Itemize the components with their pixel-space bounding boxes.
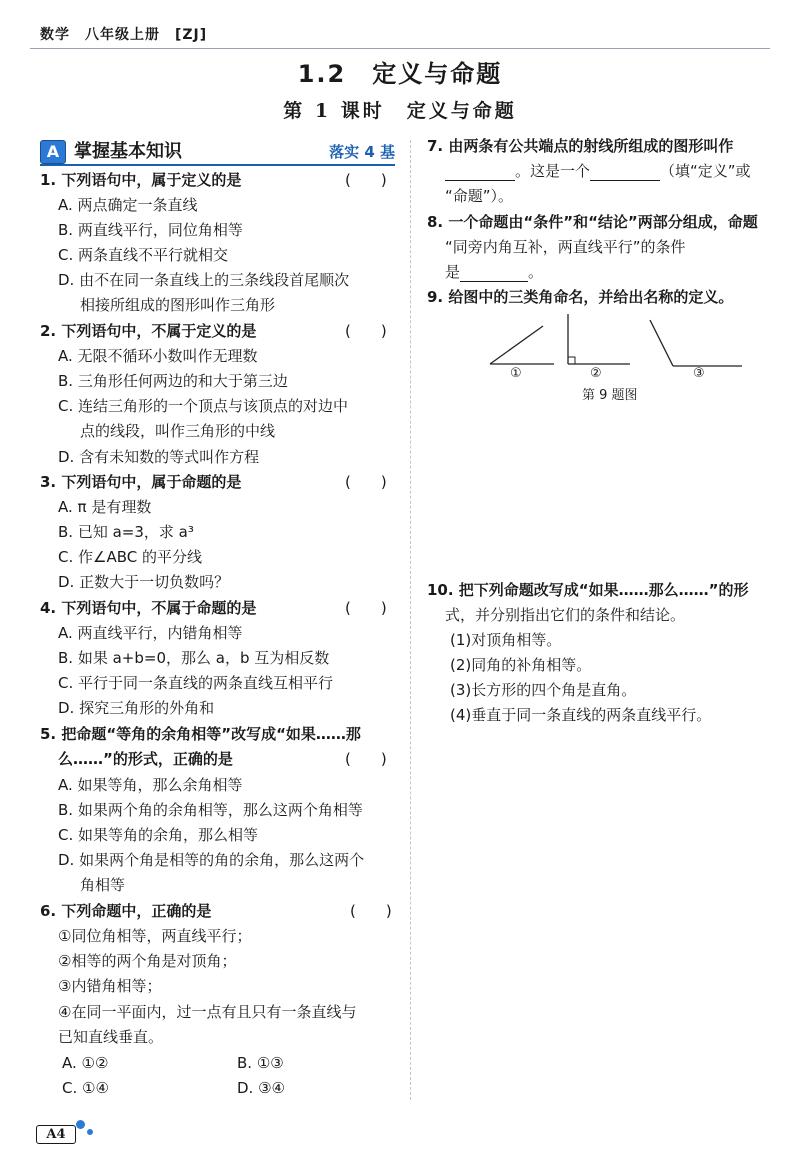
acute-angle-figure — [490, 326, 554, 364]
q7-line-2 — [445, 161, 751, 181]
q8-line-3 — [445, 262, 543, 282]
q6-option-d: D. ③④ — [237, 1079, 285, 1097]
q3-answer-paren: ( ) — [345, 473, 387, 491]
q5-answer-paren: ( ) — [345, 750, 387, 768]
q10-item-3: (3)长方形的四个角是直角。 — [450, 681, 637, 699]
q4-option-d: D. 探究三角形的外角和 — [58, 699, 215, 717]
q2-answer-paren: ( ) — [345, 322, 387, 340]
q1-option-d-cont: 相接所组成的图形叫作三角形 — [80, 296, 276, 314]
section-title: 掌握基本知识 — [74, 141, 182, 162]
page-number: A4 — [36, 1125, 76, 1144]
section-tag: 落实 4 基 — [329, 143, 395, 161]
q10-item-4: (4)垂直于同一条直线的两条直线平行。 — [450, 706, 712, 724]
q5-option-d: D. 如果两个角是相等的角的余角，那么这两个 — [58, 851, 365, 869]
q9-figure-caption: 第 9 题图 — [582, 388, 638, 403]
footer-dot-large — [76, 1120, 85, 1129]
q1-option-a: A. 两点确定一条直线 — [58, 196, 198, 214]
section-header — [40, 140, 395, 164]
q2-option-c-cont: 点的线段，叫作三角形的中线 — [80, 422, 276, 440]
footer-dot-small — [87, 1129, 93, 1135]
q5-option-c: C. 如果等角的余角，那么相等 — [58, 826, 259, 844]
q7-text-2a: 。这是一个 — [515, 162, 591, 180]
q4-option-a: A. 两直线平行，内错角相等 — [58, 624, 243, 642]
q9-label-1: ① — [510, 366, 522, 381]
q8-text-3a: 是 — [445, 263, 461, 281]
right-angle-figure — [568, 314, 630, 364]
q3-option-c: C. 作∠ABC 的平分线 — [58, 548, 202, 566]
q2-option-a: A. 无限不循环小数叫作无理数 — [58, 347, 258, 365]
q10-item-1: (1)对顶角相等。 — [450, 631, 562, 649]
header-rule — [30, 48, 770, 49]
q6-statement-1: ①同位角相等，两直线平行； — [58, 927, 252, 945]
obtuse-angle-figure — [650, 320, 742, 366]
q8-line-1: 8. 一个命题由“条件”和“结论”两部分组成，命题 — [427, 213, 758, 231]
q5-option-d-cont: 角相等 — [80, 876, 126, 894]
q9-stem: 9. 给图中的三类角命名，并给出名称的定义。 — [427, 288, 734, 306]
q6-option-c: C. ①④ — [62, 1079, 109, 1097]
q5-option-a: A. 如果等角，那么余角相等 — [58, 776, 243, 794]
q6-statement-4-cont: 已知直线垂直。 — [58, 1028, 164, 1046]
q1-option-b: B. 两直线平行，同位角相等 — [58, 221, 243, 239]
q1-option-c: C. 两条直线不平行就相交 — [58, 246, 229, 264]
column-divider — [410, 140, 411, 1100]
q6-option-b: B. ①③ — [237, 1054, 284, 1072]
q6-answer-paren: ( ) — [350, 902, 392, 920]
q1-option-d: D. 由不在同一条直线上的三条线段首尾顺次 — [58, 271, 350, 289]
q10-line-2: 式，并分别指出它们的条件和结论。 — [445, 606, 686, 624]
q9-figure — [480, 310, 770, 382]
q4-stem: 4. 下列语句中，不属于命题的是 — [40, 599, 257, 617]
book-header: 数学 八年级上册 [ZJ] — [40, 27, 208, 43]
q6-statement-3: ③内错角相等； — [58, 977, 162, 995]
q7-line-1: 7. 由两条有公共端点的射线所组成的图形叫作 — [427, 137, 734, 155]
q1-answer-paren: ( ) — [345, 171, 387, 189]
q3-option-a: A. π 是有理数 — [58, 498, 152, 516]
q8-blank[interactable] — [460, 265, 528, 282]
q7-line-3: “命题”）。 — [445, 187, 514, 205]
q8-text-3b: 。 — [528, 263, 544, 281]
q9-label-2: ② — [590, 366, 602, 381]
q6-option-a: A. ①② — [62, 1054, 109, 1072]
q5-stem-cont: 么……”的形式，正确的是 — [58, 750, 233, 768]
q3-stem: 3. 下列语句中，属于命题的是 — [40, 473, 242, 491]
q7-text-2b: （填“定义”或 — [660, 162, 751, 180]
q6-statement-2: ②相等的两个角是对顶角； — [58, 952, 237, 970]
q6-stem: 6. 下列命题中，正确的是 — [40, 902, 212, 920]
q2-option-d: D. 含有未知数的等式叫作方程 — [58, 448, 260, 466]
q4-option-b: B. 如果 a+b=0，那么 a，b 互为相反数 — [58, 649, 330, 667]
q7-blank-2[interactable] — [590, 164, 660, 181]
q3-option-d: D. 正数大于一切负数吗？ — [58, 573, 230, 591]
q4-answer-paren: ( ) — [345, 599, 387, 617]
q9-label-3: ③ — [693, 366, 705, 381]
q6-statement-4: ④在同一平面内，过一点有且只有一条直线与 — [58, 1003, 357, 1021]
q3-option-b: B. 已知 a=3，求 a³ — [58, 523, 194, 541]
q2-option-b: B. 三角形任何两边的和大于第三边 — [58, 372, 288, 390]
q8-line-2: “同旁内角互补，两直线平行”的条件 — [445, 238, 686, 256]
q7-blank-1[interactable] — [445, 164, 515, 181]
section-rule — [40, 164, 395, 166]
q5-option-b: B. 如果两个角的余角相等，那么这两个角相等 — [58, 801, 363, 819]
q2-stem: 2. 下列语句中，不属于定义的是 — [40, 322, 257, 340]
q1-stem: 1. 下列语句中，属于定义的是 — [40, 171, 242, 189]
lesson-subtitle: 第 1 课时 定义与命题 — [283, 100, 517, 122]
q2-option-c: C. 连结三角形的一个顶点与该顶点的对边中 — [58, 397, 349, 415]
q10-item-2: (2)同角的补角相等。 — [450, 656, 592, 674]
q5-stem: 5. 把命题“等角的余角相等”改写成“如果……那 — [40, 725, 361, 743]
q4-option-c: C. 平行于同一条直线的两条直线互相平行 — [58, 674, 334, 692]
q10-line-1: 10. 把下列命题改写成“如果……那么……”的形 — [427, 581, 749, 599]
section-badge: A — [40, 140, 66, 164]
page-title: 1.2 定义与命题 — [297, 60, 503, 88]
